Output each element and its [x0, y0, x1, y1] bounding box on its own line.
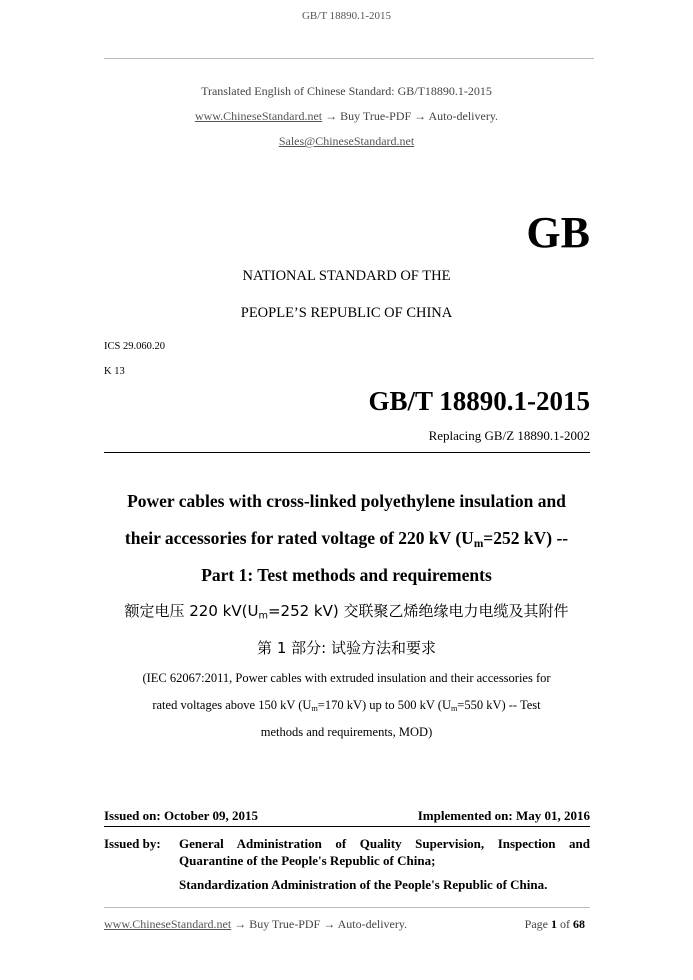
- footer-site-link[interactable]: www.ChineseStandard.net: [104, 917, 232, 931]
- running-header: GB/T 18890.1-2015: [301, 10, 392, 22]
- iec-line2-sub2: m: [450, 704, 458, 714]
- iec-line2-b: =170 kV) up to 500 kV (U: [317, 698, 451, 712]
- page-label: Page: [524, 917, 548, 931]
- title-cn-line1-sub: m: [258, 610, 268, 622]
- issuer-line2: Quarantine of the People's Republic of China;: [179, 853, 436, 868]
- iec-line2-sub1: m: [311, 704, 318, 714]
- dates-row: [104, 808, 590, 824]
- footer-purchase-line: [104, 917, 407, 932]
- standard-number: GB/T 18890.1-2015: [368, 386, 590, 416]
- title-en-line3: Part 1: Test methods and requirements: [201, 565, 492, 585]
- footer-purchase-text: → Buy True-PDF → Auto-delivery.: [231, 917, 408, 931]
- national-standard-line2: PEOPLE’S REPUBLIC OF CHINA: [240, 305, 453, 321]
- purchase-line: [0, 109, 693, 124]
- issued-on-date: Issued on: October 09, 2015: [104, 808, 258, 823]
- footer-divider: [104, 907, 590, 908]
- gb-mark: GB: [526, 208, 590, 257]
- issuer-line1: General Administration of Quality Supervision, Inspection and: [179, 836, 590, 851]
- translation-notice: Translated English of Chinese Standard: GB/T18890.1-2015: [201, 84, 492, 98]
- page-indicator: [525, 917, 585, 932]
- iec-reference-line2: [0, 698, 693, 713]
- implemented-on-date: Implemented on: May 01, 2016: [417, 808, 590, 823]
- k-code: K 13: [104, 366, 125, 377]
- iec-reference-line3: methods and requirements, MOD): [260, 725, 433, 739]
- title-en-line2-a: their accessories for rated voltage of 220 kV (U: [124, 528, 474, 548]
- replacing-note: Replacing GB/Z 18890.1-2002: [428, 428, 590, 443]
- national-standard-line1: NATIONAL STANDARD OF THE: [242, 268, 451, 284]
- title-cn-line1: [0, 600, 693, 621]
- purchase-text: → Buy True-PDF → Auto-delivery.: [322, 109, 499, 123]
- sales-email-link[interactable]: Sales@ChineseStandard.net: [278, 134, 415, 148]
- email-line: [0, 134, 693, 149]
- page-of: of: [560, 917, 570, 931]
- title-cn-line1-a: 额定电压 220 kV(U: [124, 602, 259, 620]
- dates-divider: [104, 826, 590, 827]
- iec-reference-line1: (IEC 62067:2011, Power cables with extruded insulation and their accessories for: [142, 671, 551, 685]
- page-total: 68: [573, 917, 585, 931]
- page-current: 1: [551, 917, 557, 931]
- title-divider: [104, 452, 590, 453]
- title-cn-line2: 第 1 部分: 试验方法和要求: [257, 639, 436, 657]
- title-en-line1: Power cables with cross-linked polyethylene insulation and: [127, 491, 566, 511]
- title-en-line2: [0, 528, 693, 550]
- iec-line2-c: =550 kV) -- Test: [457, 698, 541, 712]
- title-cn-line1-b: =252 kV) 交联聚乙烯绝缘电力电缆及其附件: [267, 602, 569, 620]
- site-link[interactable]: www.ChineseStandard.net: [194, 109, 323, 123]
- header-divider: [104, 58, 594, 59]
- title-en-line2-b: =252 kV) --: [483, 528, 569, 548]
- title-en-line2-sub: m: [473, 537, 484, 550]
- issued-by-label: Issued by:: [104, 836, 161, 851]
- ics-code: ICS 29.060.20: [104, 341, 165, 352]
- iec-line2-a: rated voltages above 150 kV (U: [152, 698, 312, 712]
- issuer-line3: Standardization Administration of the People's Republic of China.: [179, 877, 548, 892]
